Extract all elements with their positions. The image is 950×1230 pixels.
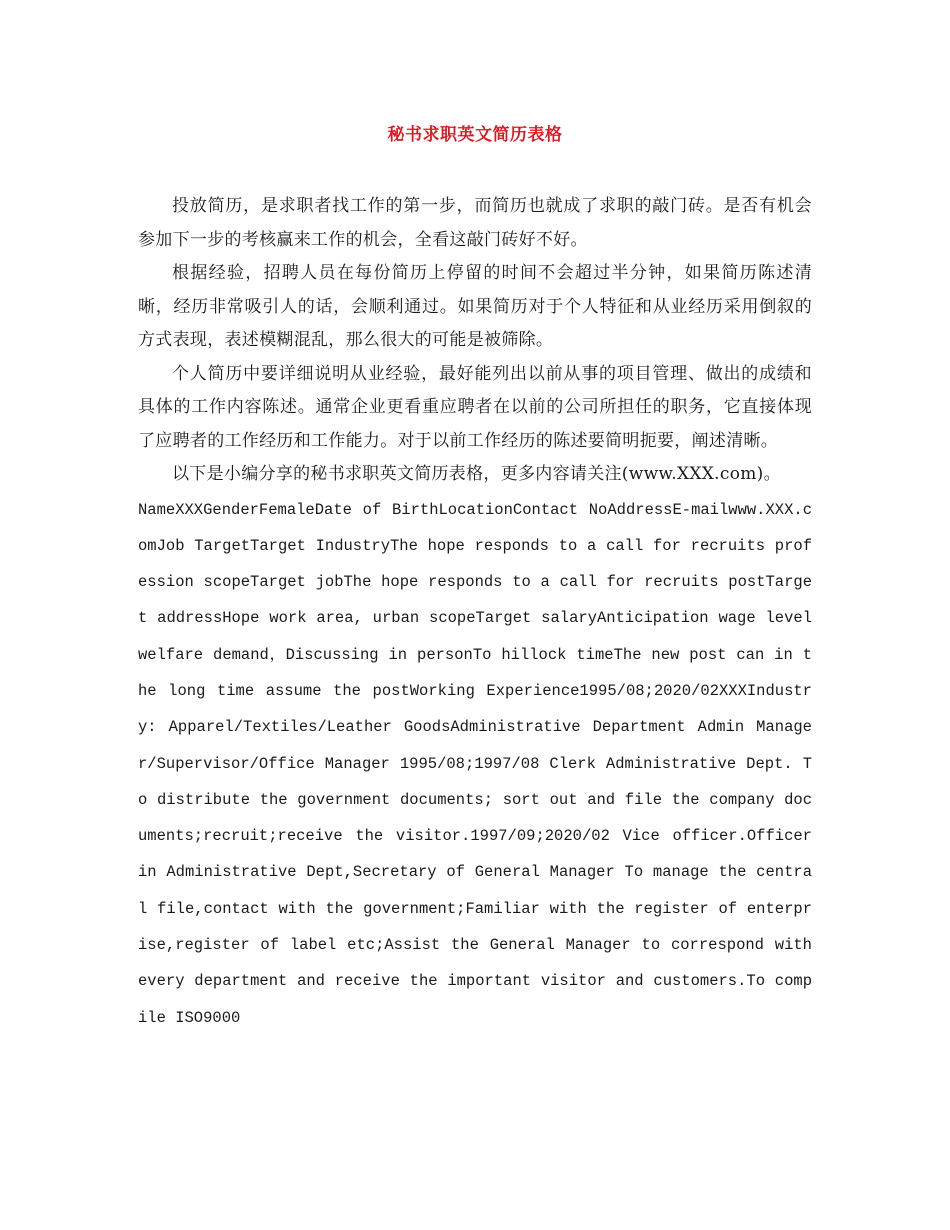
resume-text-block: NameXXXGenderFemaleDate of BirthLocationContact NoAddressE-mailwww.XXX.comJob TargetTarget IndustryThe hope responds to a call for recruits profession scopeTarget jobThe hope responds to a call for recruits postTarget addressHope work area, urban scopeTarget salaryAnticipation wage level welfare demand，Discussing in personTo hillock timeThe new post can in the long time assume the postWorking Experience1995/08;2020/02XXXIndustry: Apparel/Textiles/Leather GoodsAdministrative Department Admin Manager/Supervisor/Office Manager 1995/08;1997/08 Clerk Administrative Dept. To distribute the government documents; sort out and file the company documents;recruit;receive the visitor.1997/09;2020/02 Vice officer.Officer in Administrative Dept,Secretary of General Manager To manage the central file,contact with the government;Familiar with the register of enterprise,register of label etc;Assist the General Manager to correspond with every department and receive the important visitor and customers.To compile ISO9000 (138, 500, 812, 1027)
intro-paragraph-4: 以下是小编分享的秘书求职英文简历表格，更多内容请关注(www.XXX.com)。 (172, 464, 781, 484)
document-title: 秘书求职英文简历表格 (387, 125, 563, 145)
intro-paragraph-1: 投放简历，是求职者找工作的第一步，而简历也就成了求职的敲门砖。是否有机会参加下一步的考核赢来工作的机会，全看这敲门砖好不好。 (138, 196, 812, 250)
intro-paragraph-3: 个人简历中要详细说明从业经验，最好能列出以前从事的项目管理、做出的成绩和具体的工作内容陈述。通常企业更看重应聘者在以前的公司所担任的职务，它直接体现了应聘者的工作经历和工作能力。对于以前工作经历的陈述要简明扼要，阐述清晰。 (138, 363, 812, 451)
intro-paragraph-2: 根据经验，招聘人员在每份简历上停留的时间不会超过半分钟，如果简历陈述清晰，经历非常吸引人的话，会顺利通过。如果简历对于个人特征和从业经历采用倒叙的方式表现，表述模糊混乱，那么很大的可能是被筛除。 (138, 263, 812, 350)
document-body (138, 190, 812, 1036)
